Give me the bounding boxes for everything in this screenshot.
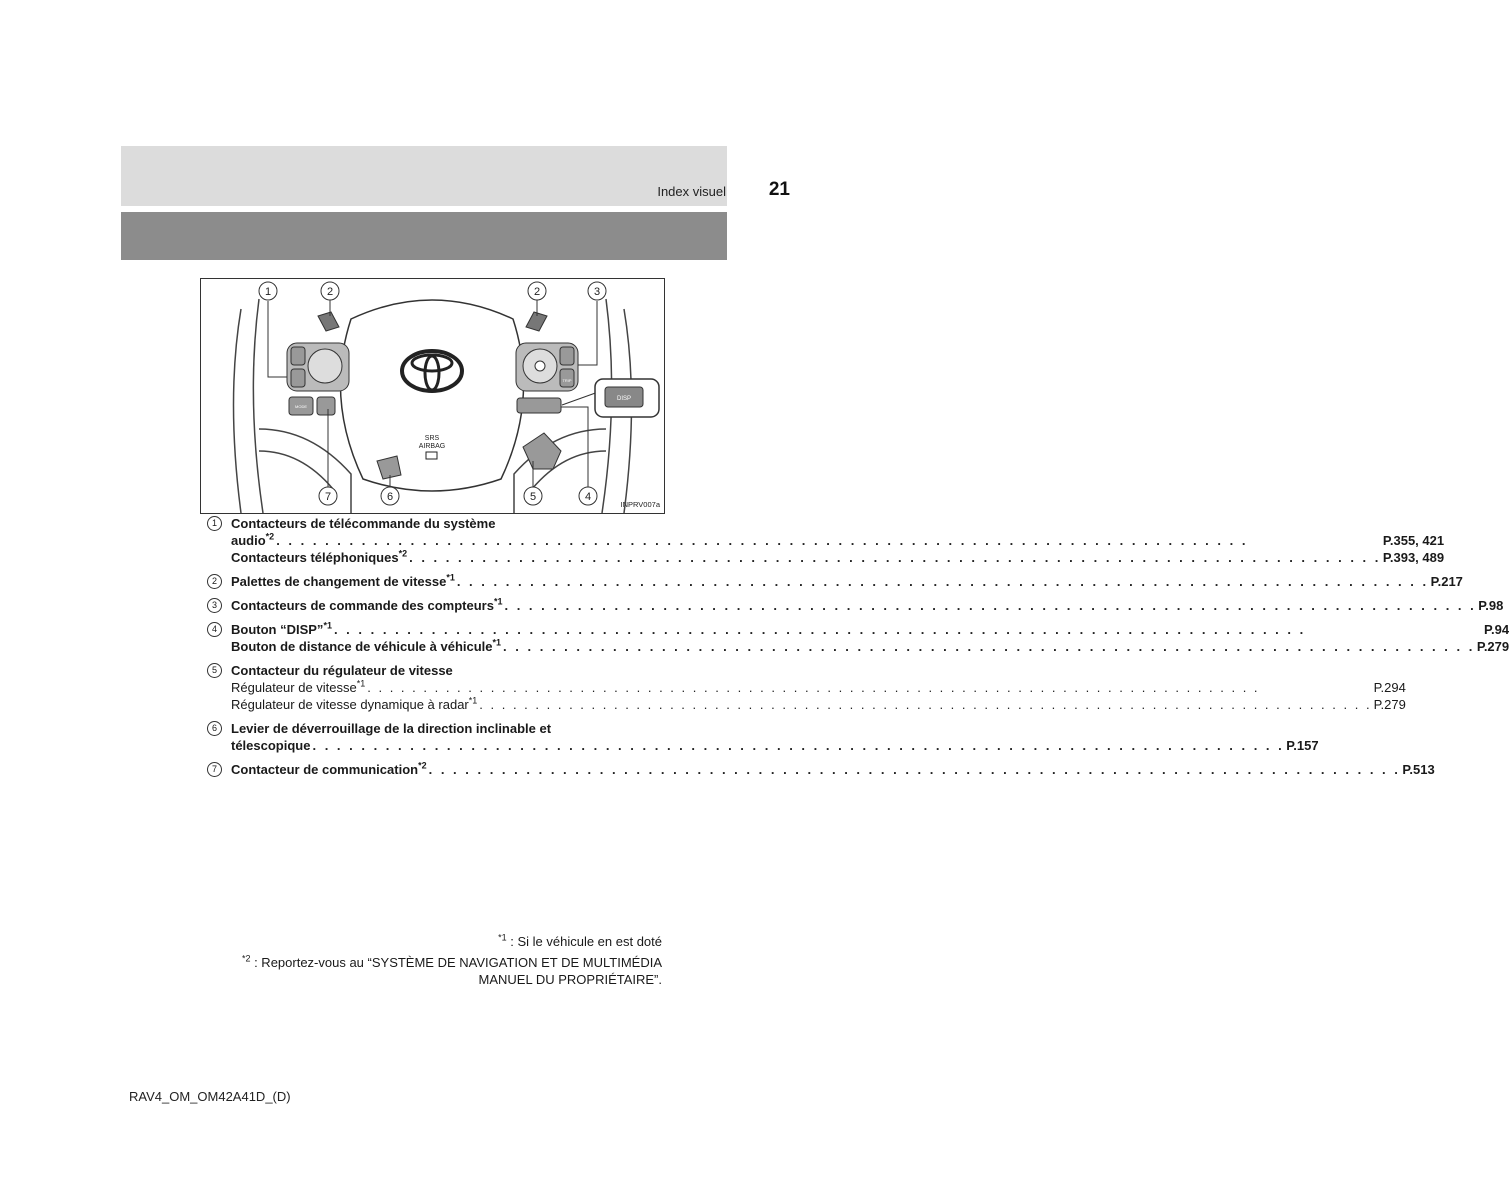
leader-dots: . . . . . . . . . . . . . . . . . . . . . . . . . . . . . . . . . . . . . . . . . . . . . . . . . . . . . . . . . . . . . . . . . . . . . . . . . . . . . . . . (503, 639, 1475, 654)
footnote-marker: *1 (323, 620, 332, 631)
item-label: audio (231, 533, 266, 548)
item-line (231, 621, 1509, 638)
item-number: 3 (207, 598, 222, 613)
index-item (207, 572, 1463, 590)
item-line (231, 679, 1406, 696)
item-label: Régulateur de vitesse dynamique à radar (231, 697, 469, 712)
footnote-marker: *2 (265, 531, 275, 542)
callout-3: 3 (593, 286, 601, 298)
airbag-label: AIRBAG (418, 443, 446, 450)
footnote-1-text: : Si le véhicule en est doté (506, 934, 662, 949)
trip-label: TRIP (562, 378, 572, 383)
item-number: 1 (207, 516, 222, 531)
index-item (207, 662, 1406, 713)
footnote-marker: *1 (468, 695, 478, 706)
leader-dots: . . . . . . . . . . . . . . . . . . . . . . . . . . . . . . . . . . . . . . . . . . . . . . . . . . . . . . . . . . . . . . . . . . . . . . . . . . . . . . . . (409, 550, 1381, 565)
disp-label: DISP (616, 396, 632, 402)
footnote-2-text: : Reportez-vous au “SYSTÈME DE NAVIGATION ET DE MULTIMÉDIA (250, 955, 662, 970)
figure-code: INPRV007a (620, 500, 660, 509)
footnote-marker: *1 (446, 572, 455, 583)
page-reference: P.393, 489 (1382, 550, 1445, 565)
steering-wheel-illustration (201, 279, 664, 513)
document-id: RAV4_OM_OM42A41D_(D) (129, 1089, 291, 1104)
page-reference: P.157 (1286, 738, 1319, 753)
page-reference: P.217 (1430, 574, 1463, 589)
index-item (207, 515, 1445, 566)
item-label: Contacteurs téléphoniques (231, 550, 399, 565)
callout-7: 7 (324, 491, 332, 503)
footnote-marker: *1 (356, 678, 366, 689)
page-number: 21 (768, 179, 790, 200)
item-line (231, 549, 1444, 566)
callout-2-left: 2 (326, 286, 334, 298)
srs-label: SRS (424, 435, 440, 442)
page-reference: P.94 (1484, 622, 1509, 637)
item-line (231, 737, 1319, 754)
mode-label: MODE (295, 404, 307, 409)
item-label: Bouton “DISP” (231, 622, 324, 637)
footnote-marker: *1 (493, 596, 503, 607)
index-item (207, 596, 1504, 614)
item-number: 7 (207, 762, 222, 777)
leader-dots: . . . . . . . . . . . . . . . . . . . . . . . . . . . . . . . . . . . . . . . . . . . . . . . . . . . . . . . . . . . . . . . . . . . . . . . . . . . . . . . . (276, 533, 1248, 548)
page-reference: P.355, 421 (1382, 533, 1445, 548)
item-number: 4 (207, 622, 222, 637)
footnote-2-mark: *2 (241, 953, 251, 964)
item-label: Contacteur de communication (231, 762, 419, 777)
page-reference: P.98 (1478, 598, 1504, 613)
footnote-2-text-cont: MANUEL DU PROPRIÉTAIRE”. (478, 972, 662, 987)
page-reference: P.294 (1373, 680, 1406, 695)
item-label: Contacteur du régulateur de vitesse (231, 663, 453, 678)
item-label: Contacteurs de commande des compteurs (231, 598, 494, 613)
item-line (231, 720, 1319, 737)
item-line (231, 696, 1406, 713)
item-label: Levier de déverrouillage de la direction inclinable et (231, 721, 552, 736)
footnote-marker: *2 (398, 548, 408, 559)
item-label: Bouton de distance de véhicule à véhicule (231, 639, 493, 654)
index-list (207, 515, 1509, 785)
leader-dots: . . . . . . . . . . . . . . . . . . . . . . . . . . . . . . . . . . . . . . . . . . . . . . . . . . . . . . . . . . . . . . . . . . . . . . . . . . . . . . . . (456, 574, 1429, 589)
footnote-2 (242, 954, 662, 988)
callout-4: 4 (584, 491, 592, 503)
item-line (231, 532, 1444, 549)
page-reference: P.513 (1402, 762, 1435, 777)
leader-dots: . . . . . . . . . . . . . . . . . . . . . . . . . . . . . . . . . . . . . . . . . . . . . . . . . . . . . . . . . . . . . . . . . . . . . . . . . . . . . . . . (428, 762, 1401, 777)
section-title: Index visuel (657, 184, 726, 199)
item-line (231, 638, 1509, 655)
footnote-marker: *1 (492, 637, 502, 648)
callout-2-right: 2 (533, 286, 541, 298)
callout-5: 5 (529, 491, 537, 503)
item-number: 5 (207, 663, 222, 678)
item-line (231, 662, 1406, 679)
item-label: télescopique (231, 738, 311, 753)
footnote-1 (498, 933, 662, 950)
index-item (207, 620, 1509, 655)
leader-dots: . . . . . . . . . . . . . . . . . . . . . . . . . . . . . . . . . . . . . . . . . . . . . . . . . . . . . . . . . . . . . . . . . . . . . . . . . . . . . . . . (367, 680, 1260, 695)
item-line (231, 573, 1463, 590)
footnote-1-mark: *1 (498, 932, 507, 943)
leader-dots: . . . . . . . . . . . . . . . . . . . . . . . . . . . . . . . . . . . . . . . . . . . . . . . . . . . . . . . . . . . . . . . . . . . . . . . . . . . . . . . . (312, 738, 1285, 753)
index-item (207, 720, 1319, 754)
page-reference: P.279 (1476, 639, 1509, 654)
item-label: Palettes de changement de vitesse (231, 574, 447, 589)
item-line (231, 515, 1444, 532)
item-label: Régulateur de vitesse (231, 680, 357, 695)
page-reference: P.279 (1373, 697, 1406, 712)
item-number: 6 (207, 721, 222, 736)
header-band (121, 146, 727, 206)
leader-dots: . . . . . . . . . . . . . . . . . . . . . . . . . . . . . . . . . . . . . . . . . . . . . . . . . . . . . . . . . . . . . . . . . . . . . . . . . . . . . . . . (479, 697, 1372, 712)
index-item (207, 760, 1435, 778)
item-label: Contacteurs de télécommande du système (231, 516, 496, 531)
callout-1: 1 (264, 286, 272, 298)
callout-6: 6 (386, 491, 394, 503)
steering-wheel-figure (200, 278, 665, 514)
item-line (231, 597, 1503, 614)
footnote-marker: *2 (418, 760, 427, 771)
header-bar (121, 212, 727, 260)
item-line (231, 761, 1435, 778)
leader-dots: . . . . . . . . . . . . . . . . . . . . . . . . . . . . . . . . . . . . . . . . . . . . . . . . . . . . . . . . . . . . . . . . . . . . . . . . . . . . . . . . (504, 598, 1477, 613)
item-number: 2 (207, 574, 222, 589)
leader-dots: . . . . . . . . . . . . . . . . . . . . . . . . . . . . . . . . . . . . . . . . . . . . . . . . . . . . . . . . . . . . . . . . . . . . . . . . . . . . . . . . (333, 622, 1306, 637)
